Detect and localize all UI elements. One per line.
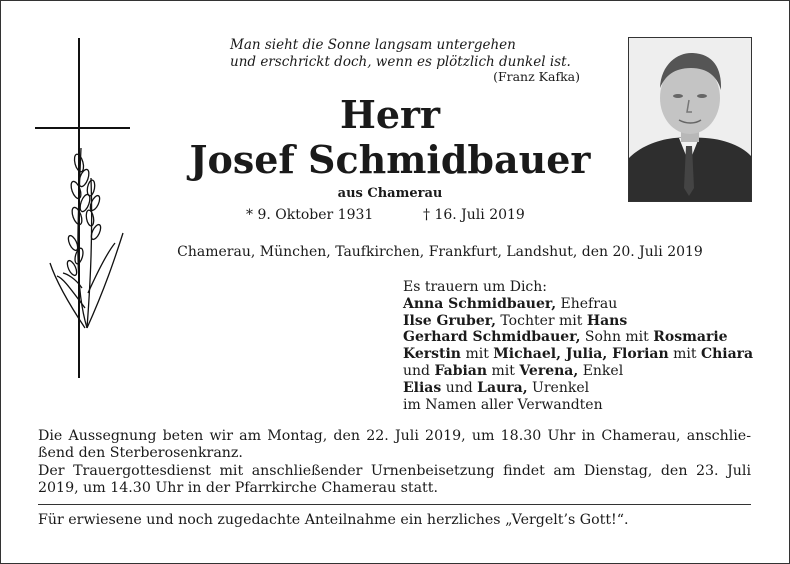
service-notice: Der Trauergottesdienst mit anschließender Urnenbeisetzung findet am Dienstag, den 23. Juli 2019, um 14.30 Uhr in der Pfarrkirche Chamerau statt. xyxy=(38,463,751,496)
mourner-connector: und xyxy=(441,379,478,396)
origin: aus Chamerau xyxy=(337,186,443,201)
mourner-line-7: im Namen aller Verwandten xyxy=(403,396,603,413)
quote-line-1: Man sieht die Sonne langsam untergehen xyxy=(230,37,516,53)
mourner-line-3 xyxy=(403,329,763,346)
mourner-name: Laura, xyxy=(477,379,528,396)
mourner-connector: mit xyxy=(487,362,520,379)
mourner-relation: Enkel xyxy=(578,362,624,379)
mourner-line-1 xyxy=(403,296,763,313)
mourner-name: Elias xyxy=(403,379,442,396)
mourner-line-4 xyxy=(403,346,763,363)
consecration-notice: Die Aussegnung beten wir am Montag, den 22. Juli 2019, um 18.30 Uhr in Chamerau, anschlie-ßend den Sterberosenkranz. xyxy=(38,428,751,461)
mourner-line-5 xyxy=(403,363,763,380)
mourner-name: Chiara xyxy=(700,346,754,363)
thanks-note: Für erwiesene und noch zugedachte Anteilnahme ein herzliches „Vergelt’s Gott!“. xyxy=(38,512,629,528)
portrait-image xyxy=(629,38,751,201)
cross-with-wheat-icon xyxy=(35,38,130,378)
mourner-name: Michael, Julia, Florian xyxy=(493,346,669,363)
mourner-name: Verena, xyxy=(519,362,579,379)
quote-line-2: und erschrickt doch, wenn es plötzlich dunkel ist. xyxy=(230,54,571,70)
portrait-photo xyxy=(628,37,752,202)
mourners-list xyxy=(403,279,763,413)
mourner-name: Kerstin xyxy=(403,346,461,363)
mourner-name: Hans xyxy=(586,312,628,329)
birth-date: * 9. Oktober 1931 xyxy=(246,207,374,223)
mourner-name: Fabian xyxy=(434,362,488,379)
mourner-name: Rosmarie xyxy=(653,329,728,346)
quote-author: (Franz Kafka) xyxy=(493,69,580,84)
mourner-line-6 xyxy=(403,380,763,397)
mourner-line-2 xyxy=(403,313,763,330)
mourner-name: Anna Schmidbauer, xyxy=(403,295,557,312)
mourner-relation: Tochter mit xyxy=(495,312,587,329)
mourner-name: Ilse Gruber, xyxy=(403,312,496,329)
divider xyxy=(38,504,751,505)
mourners-intro: Es trauern um Dich: xyxy=(403,279,547,295)
mourner-name: Gerhard Schmidbauer, xyxy=(403,329,581,346)
place-date: Chamerau, München, Taufkirchen, Frankfurt, Landshut, den 20. Juli 2019 xyxy=(177,244,703,260)
quote-text xyxy=(230,37,580,71)
mourner-relation: Ehefrau xyxy=(556,295,618,312)
mourner-connector: und xyxy=(403,362,435,379)
death-date: † 16. Juli 2019 xyxy=(423,207,525,223)
salutation: Herr xyxy=(339,92,441,137)
mourner-connector: mit xyxy=(668,346,701,363)
deceased-name: Josef Schmidbauer xyxy=(189,137,591,182)
mourner-relation: Urenkel xyxy=(527,379,590,396)
mourner-relation: Sohn mit xyxy=(580,329,654,346)
mourner-connector: mit xyxy=(461,346,494,363)
